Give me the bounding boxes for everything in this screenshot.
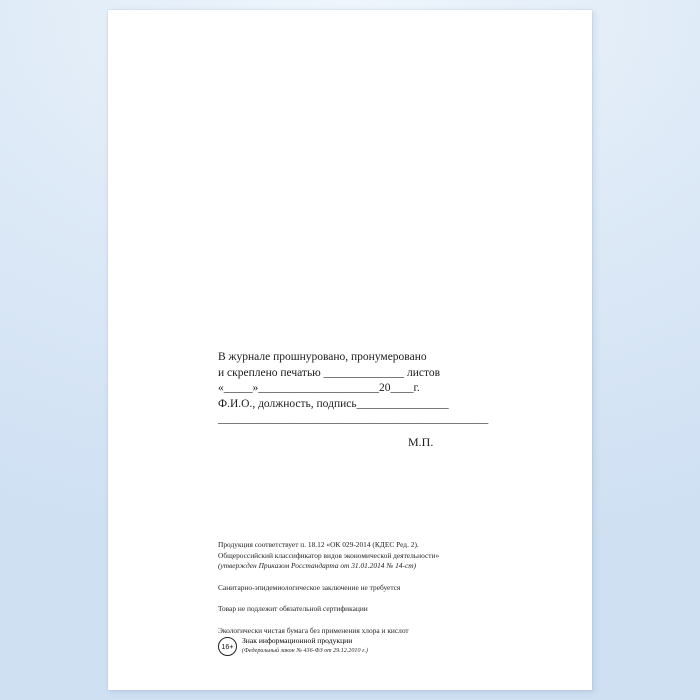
paper-note: Экологически чистая бумага без применения хлора и кислот — [218, 625, 409, 635]
conformity-line-2: Общероссийский классификатор видов экономической деятельности» — [218, 550, 440, 560]
document-page — [108, 10, 592, 690]
seal-signature-line: Ф.И.О., должность, подпись________________ — [218, 397, 449, 410]
age-rating-icon: 16+ — [218, 637, 237, 656]
stamp-place-label: М.П. — [408, 435, 434, 449]
seal-certification-block — [218, 350, 518, 428]
information-mark-title: Знак информационной продукции — [242, 636, 353, 645]
conformity-line-3: (утвержден Приказом Росстандарта от 31.01.2014 № 14-ст) — [218, 561, 417, 570]
certification-group — [218, 604, 518, 615]
seal-blank-line: _______________________________________________ — [218, 413, 489, 425]
sanitary-note: Санитарно-эпидемиологическое заключение не требуется — [218, 582, 401, 592]
seal-date-line: «_____»_____________________20____г. — [218, 382, 420, 394]
certification-note: Товар не подлежит обязательной сертификации — [218, 604, 368, 613]
conformity-line-1: Продукция соответствует п. 18.12 «ОК 029-2014 (КДЕС Ред. 2). — [218, 540, 419, 549]
sanitary-group — [218, 583, 518, 594]
conformity-group — [218, 540, 518, 572]
legal-notes-block — [218, 540, 518, 647]
paper-group — [218, 626, 518, 637]
seal-line-2: и скреплено печатью ______________ листов — [218, 366, 441, 379]
seal-line-1: В журнале прошнуровано, пронумеровано — [218, 351, 427, 363]
information-mark-law: (Федеральный закон № 436-ФЗ от 29.12.2010 г.) — [242, 648, 368, 654]
information-mark-text — [242, 636, 368, 656]
information-product-mark-row — [218, 636, 368, 656]
